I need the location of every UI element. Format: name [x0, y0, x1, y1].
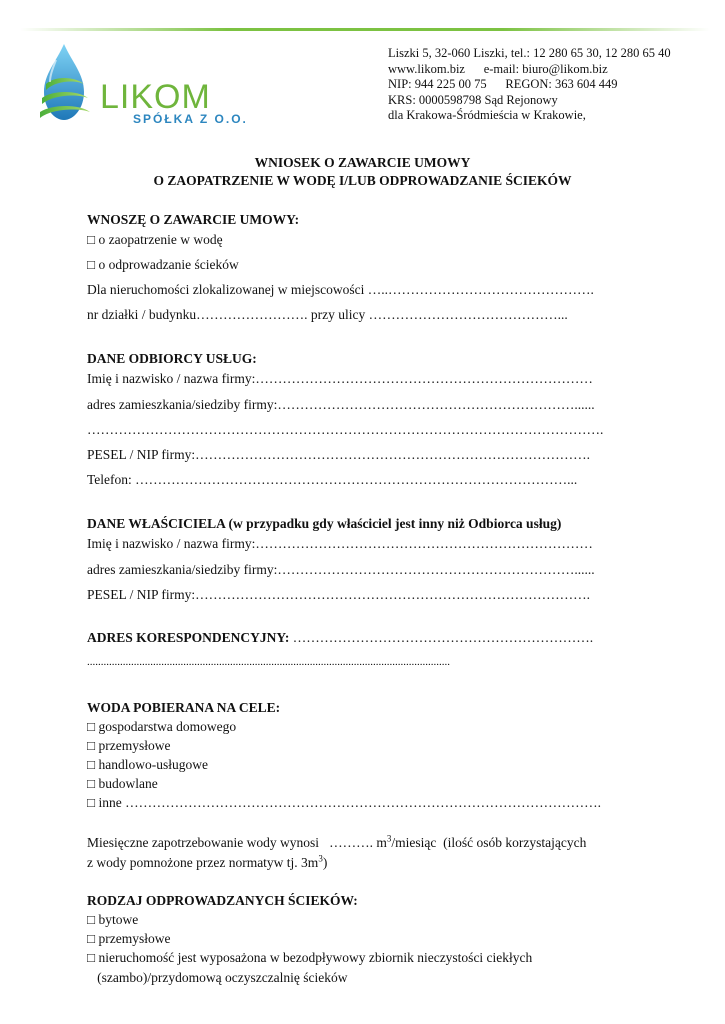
contact-line: NIP: 944 225 00 75 REGON: 363 604 449: [388, 77, 618, 92]
correspondence-address-field-2[interactable]: ....................................................................................................................................: [87, 656, 450, 668]
owner-address-field[interactable]: adres zamieszkania/siedziby firmy:…………………………………………………………......: [87, 562, 595, 577]
logo-subtitle: SPÓŁKA Z O.O.: [133, 112, 248, 126]
owner-name-field[interactable]: Imię i nazwisko / nazwa firmy:…………………………………………………………………: [87, 536, 593, 551]
correspondence-heading: ADRES KORESPONDENCYJNY:: [87, 630, 290, 645]
location-field[interactable]: Dla nieruchomości zlokalizowanej w miejscowości …..……………………………………….: [87, 282, 594, 297]
recipient-pesel-field[interactable]: PESEL / NIP firmy:…………………………………………………………………………….: [87, 447, 591, 462]
contact-line: Liszki 5, 32-060 Liszki, tel.: 12 280 65 30, 12 280 65 40: [388, 46, 671, 60]
contract-heading: WNOSZĘ O ZAWARCIE UMOWY:: [87, 212, 300, 227]
water-demand-line2: z wody pomnożone przez normatyw tj. $3m^3$): [87, 853, 328, 870]
contact-line: KRS: 0000598798 Sąd Rejonowy: [388, 92, 558, 107]
logo-name: LIKOM: [100, 78, 211, 116]
correspondence-dots: ………………………………………………………….: [289, 630, 594, 645]
owner-pesel-field[interactable]: PESEL / NIP firmy:…………………………………………………………………………….: [87, 587, 591, 602]
company-contact-block: [388, 46, 671, 124]
recipient-phone-field[interactable]: Telefon: ……………………………………………………………………………………...: [87, 472, 578, 487]
option-construction[interactable]: □ budowlane: [87, 776, 158, 791]
correspondence-address-row[interactable]: [87, 629, 593, 646]
option-sewage[interactable]: □ o odprowadzanie ścieków: [87, 257, 239, 272]
option-septic-tank[interactable]: □ nieruchomość jest wyposażona w bezodpływowy zbiornik nieczystości ciekłych: [87, 950, 533, 965]
water-purpose-heading: WODA POBIERANA NA CELE:: [87, 700, 281, 715]
option-industrial[interactable]: □ przemysłowe: [87, 738, 171, 753]
option-commercial[interactable]: □ handlowo-usługowe: [87, 757, 209, 772]
option-industrial-sewage[interactable]: □ przemysłowe: [87, 931, 171, 946]
recipient-address-field[interactable]: adres zamieszkania/siedziby firmy:…………………………………………………………......: [87, 397, 595, 412]
option-domestic-sewage[interactable]: □ bytowe: [87, 912, 139, 927]
option-other[interactable]: □ inne …………………………………………………………………………………………….: [87, 795, 602, 810]
contact-line: dla Krakowa-Śródmieścia w Krakowie,: [388, 108, 586, 123]
option-water-supply[interactable]: □ o zaopatrzenie w wodę: [87, 232, 223, 247]
header-divider: [20, 28, 710, 31]
sewage-heading: RODZAJ ODPROWADZANYCH ŚCIEKÓW:: [87, 893, 358, 908]
option-household[interactable]: □ gospodarstwa domowego: [87, 719, 237, 734]
option-septic-tank-cont: (szambo)/przydomową oczyszczalnię ścieków: [87, 970, 348, 985]
recipient-heading: DANE ODBIORCY USŁUG:: [87, 351, 257, 366]
water-demand-line1: Miesięczne zapotrzebowanie wody wynosi ………. $m^3$/miesiąc (ilość osób korzystających: [87, 833, 587, 850]
contact-line: www.likom.biz e-mail: biuro@likom.biz: [388, 61, 608, 76]
document-title-line1: WNIOSEK O ZAWARCIE UMOWY: [254, 155, 471, 170]
owner-heading: DANE WŁAŚCICIELA (w przypadku gdy właściciel jest inny niż Odbiorca usług): [87, 516, 562, 531]
plot-street-field[interactable]: nr działki / budynku……………………. przy ulicy ……………………………………...: [87, 307, 568, 322]
recipient-name-field[interactable]: Imię i nazwisko / nazwa firmy:…………………………………………………………………: [87, 371, 593, 386]
document-title-line2: O ZAOPATRZENIE W WODĘ I/LUB ODPROWADZANIE ŚCIEKÓW: [153, 173, 572, 188]
recipient-address-field-2[interactable]: …………………………………………………………………………………………………….: [87, 422, 604, 437]
